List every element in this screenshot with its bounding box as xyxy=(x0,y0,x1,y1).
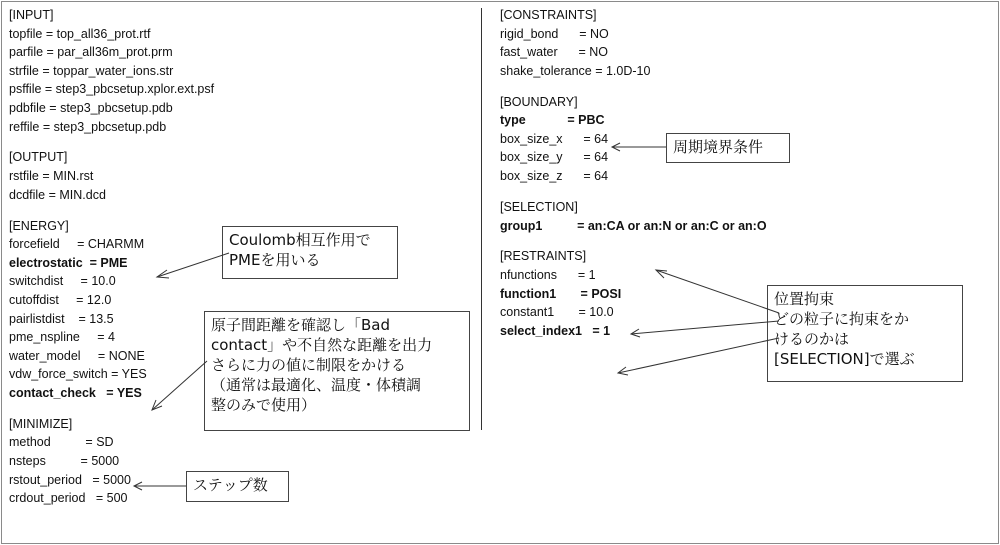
right-config-column xyxy=(500,6,800,340)
note-restraint: 位置拘束 どの粒子に拘束をか けるのかは [SELECTION]で選ぶ xyxy=(767,285,963,382)
config-line: fast_water = NO xyxy=(500,45,609,60)
section-header: [INPUT] xyxy=(9,8,54,22)
section-header: [BOUNDARY] xyxy=(500,94,578,109)
config-line: select_index1 = 1 xyxy=(500,323,611,338)
config-line: strfile = toppar_water_ions.str xyxy=(9,63,174,78)
config-line: psffile = step3_pbcsetup.xplor.ext.psf xyxy=(9,82,215,97)
config-line: crdout_period = 500 xyxy=(9,491,128,506)
section-header: [SELECTION] xyxy=(500,199,578,214)
section-header: [RESTRAINTS] xyxy=(500,249,587,264)
config-line: shake_tolerance = 1.0D-10 xyxy=(500,63,651,78)
spacer xyxy=(500,80,800,92)
config-line: parfile = par_all36m_prot.prm xyxy=(9,45,173,60)
config-line: nsteps = 5000 xyxy=(9,453,120,468)
spacer xyxy=(500,186,800,198)
config-line: type = PBC xyxy=(500,113,605,128)
config-line: function1 = POSI xyxy=(500,286,622,301)
spacer xyxy=(9,136,469,148)
section-header: [CONSTRAINTS] xyxy=(500,8,597,22)
config-line: contact_check = YES xyxy=(9,385,142,400)
note-pbc: 周期境界条件 xyxy=(666,133,790,163)
spacer xyxy=(500,235,800,247)
section-header: [OUTPUT] xyxy=(9,150,68,165)
config-line: cutoffdist = 12.0 xyxy=(9,292,112,307)
config-line: rigid_bond = NO xyxy=(500,26,609,41)
note-contact-check: 原子間距離を確認し「Bad contact」や不自然な距離を出力 さらに力の値に制限をかける （通常は最適化、温度・体積調 整のみで使用） xyxy=(204,311,470,431)
config-line: switchdist = 10.0 xyxy=(9,274,116,289)
config-line: nfunctions = 1 xyxy=(500,268,596,283)
config-line: box_size_z = 64 xyxy=(500,169,609,184)
config-line: method = SD xyxy=(9,435,114,450)
config-line: pairlistdist = 13.5 xyxy=(9,311,114,326)
note-coulomb: Coulomb相互作用で PMEを用いる xyxy=(222,226,398,279)
spacer xyxy=(9,204,469,216)
config-line: rstout_period = 5000 xyxy=(9,472,131,487)
config-line: topfile = top_all36_prot.rtf xyxy=(9,26,151,41)
config-line: vdw_force_switch = YES xyxy=(9,367,147,382)
config-line: pme_nspline = 4 xyxy=(9,330,115,345)
section-header: [MINIMIZE] xyxy=(9,416,73,431)
section-header: [ENERGY] xyxy=(9,218,69,233)
config-line: group1 = an:CA or an:N or an:C or an:O xyxy=(500,218,767,233)
config-line: water_model = NONE xyxy=(9,348,145,363)
config-line: reffile = step3_pbcsetup.pdb xyxy=(9,119,167,134)
config-line: rstfile = MIN.rst xyxy=(9,169,94,184)
note-steps: ステップ数 xyxy=(186,471,289,502)
config-line: box_size_x = 64 xyxy=(500,131,609,146)
config-line: dcdfile = MIN.dcd xyxy=(9,187,106,202)
config-line: box_size_y = 64 xyxy=(500,150,609,165)
column-divider xyxy=(481,8,482,430)
config-line: pdbfile = step3_pbcsetup.pdb xyxy=(9,100,173,115)
config-line: constant1 = 10.0 xyxy=(500,305,614,320)
config-line: forcefield = CHARMM xyxy=(9,237,145,252)
config-line: electrostatic = PME xyxy=(9,255,128,270)
